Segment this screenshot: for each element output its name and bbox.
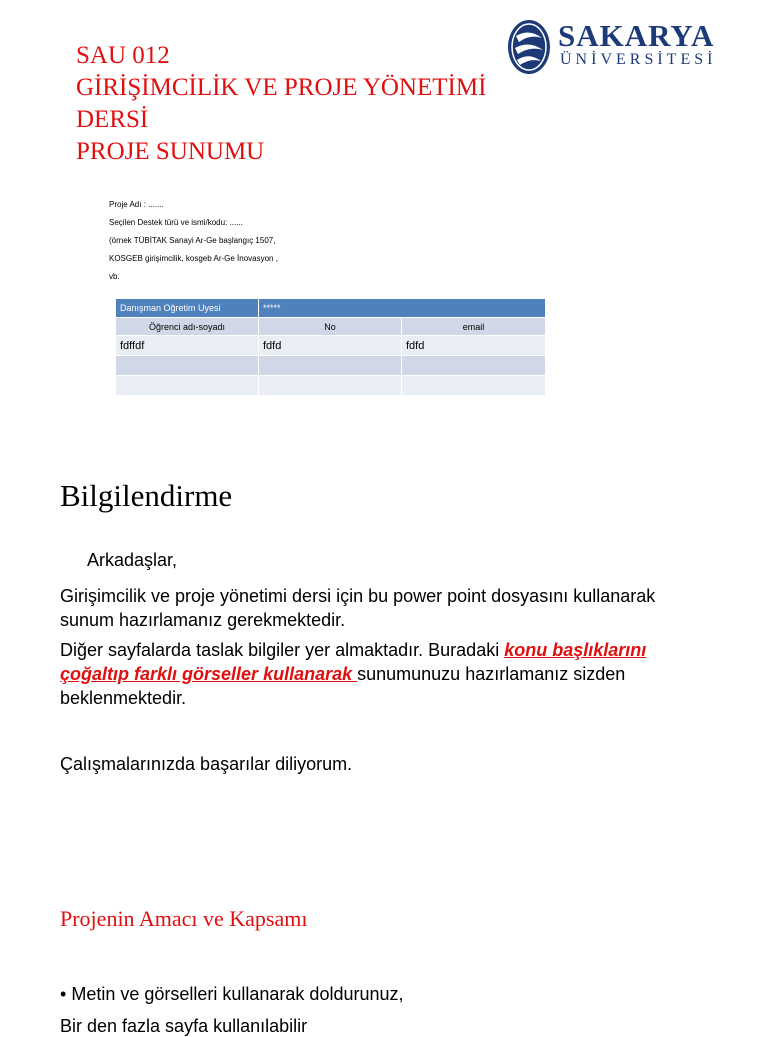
slide3-heading: Projenin Amacı ve Kapsamı: [60, 906, 308, 931]
bullet-text: Metin ve görselleri kullanarak doldurunuz,: [71, 984, 404, 1004]
highlighted-instruction: konu başlıklarını çoğaltıp farklı görseller kullanarak: [60, 640, 647, 684]
bullet-item: [60, 984, 404, 1005]
project-name-line: Proje Adı : .......: [109, 200, 164, 209]
paragraph-details-end: sunumunuzu hazırlamanız sizden beklenmektedir.: [60, 664, 626, 708]
paragraph-instructions: Girişimcilik ve proje yönetimi dersi için bu power point dosyasını kullanarak sunum hazırlamanız gerekmektedir.: [60, 586, 656, 630]
bullet-icon: •: [60, 984, 67, 1004]
example-line-3: vb.: [109, 272, 120, 281]
table-cell: fdfd: [402, 336, 546, 356]
table-row: [116, 356, 546, 376]
title-line-course-name: GİRİŞİMCİLİK VE PROJE YÖNETİMİ: [76, 74, 487, 101]
table-advisor-row: [116, 299, 546, 318]
closing-text: Çalışmalarınızda başarılar diliyorum.: [60, 754, 353, 774]
slide2-body: [60, 548, 700, 776]
university-emblem-icon: [506, 18, 552, 76]
slide1-title: [76, 40, 556, 168]
column-header-no: No: [259, 318, 402, 336]
table-row: [116, 336, 546, 356]
paragraph-details: [60, 638, 700, 710]
title-line-presentation: PROJE SUNUMU: [76, 138, 265, 165]
sakarya-logo: [506, 18, 726, 78]
greeting-text: Arkadaşlar,: [87, 550, 178, 570]
table-header-row: [116, 318, 546, 336]
table-cell: fdfd: [259, 336, 402, 356]
example-line-2: KOSGEB girişimcilik, kosgeb Ar-Ge İnovasyon ,: [109, 254, 278, 263]
table-cell: [259, 376, 402, 396]
column-header-email: email: [402, 318, 546, 336]
advisor-value: *****: [259, 299, 546, 318]
table-cell: [402, 376, 546, 396]
advisor-label: Danışman Oğretim Uyesi: [116, 299, 259, 318]
slide2-heading: Bilgilendirme: [60, 478, 233, 513]
team-table: [115, 298, 546, 396]
logo-subtitle: ÜNİVERSİTESİ: [560, 51, 717, 68]
project-info: [109, 196, 349, 286]
logo-name: SAKARYA: [558, 18, 715, 53]
paragraph-details-start: Diğer sayfalarda taslak bilgiler yer almaktadır. Buradaki: [60, 640, 505, 660]
table-cell: [402, 356, 546, 376]
table-row: [116, 376, 546, 396]
partial-text-line: Bir den fazla sayfa kullanılabilir: [60, 1016, 308, 1036]
table-cell: [116, 356, 259, 376]
table-cell: [259, 356, 402, 376]
table-cell: fdffdf: [116, 336, 259, 356]
example-line-1: (örnek TÜBİTAK Sanayi Ar-Ge başlangıç 1507,: [109, 236, 276, 245]
table-cell: [116, 376, 259, 396]
title-line-course-code: SAU 012: [76, 42, 170, 69]
column-header-student: Öğrenci adı-soyadı: [116, 318, 259, 336]
title-line-course-suffix: DERSİ: [76, 106, 149, 133]
support-type-line: Seçilen Destek türü ve ismi/kodu: ......: [109, 218, 243, 227]
